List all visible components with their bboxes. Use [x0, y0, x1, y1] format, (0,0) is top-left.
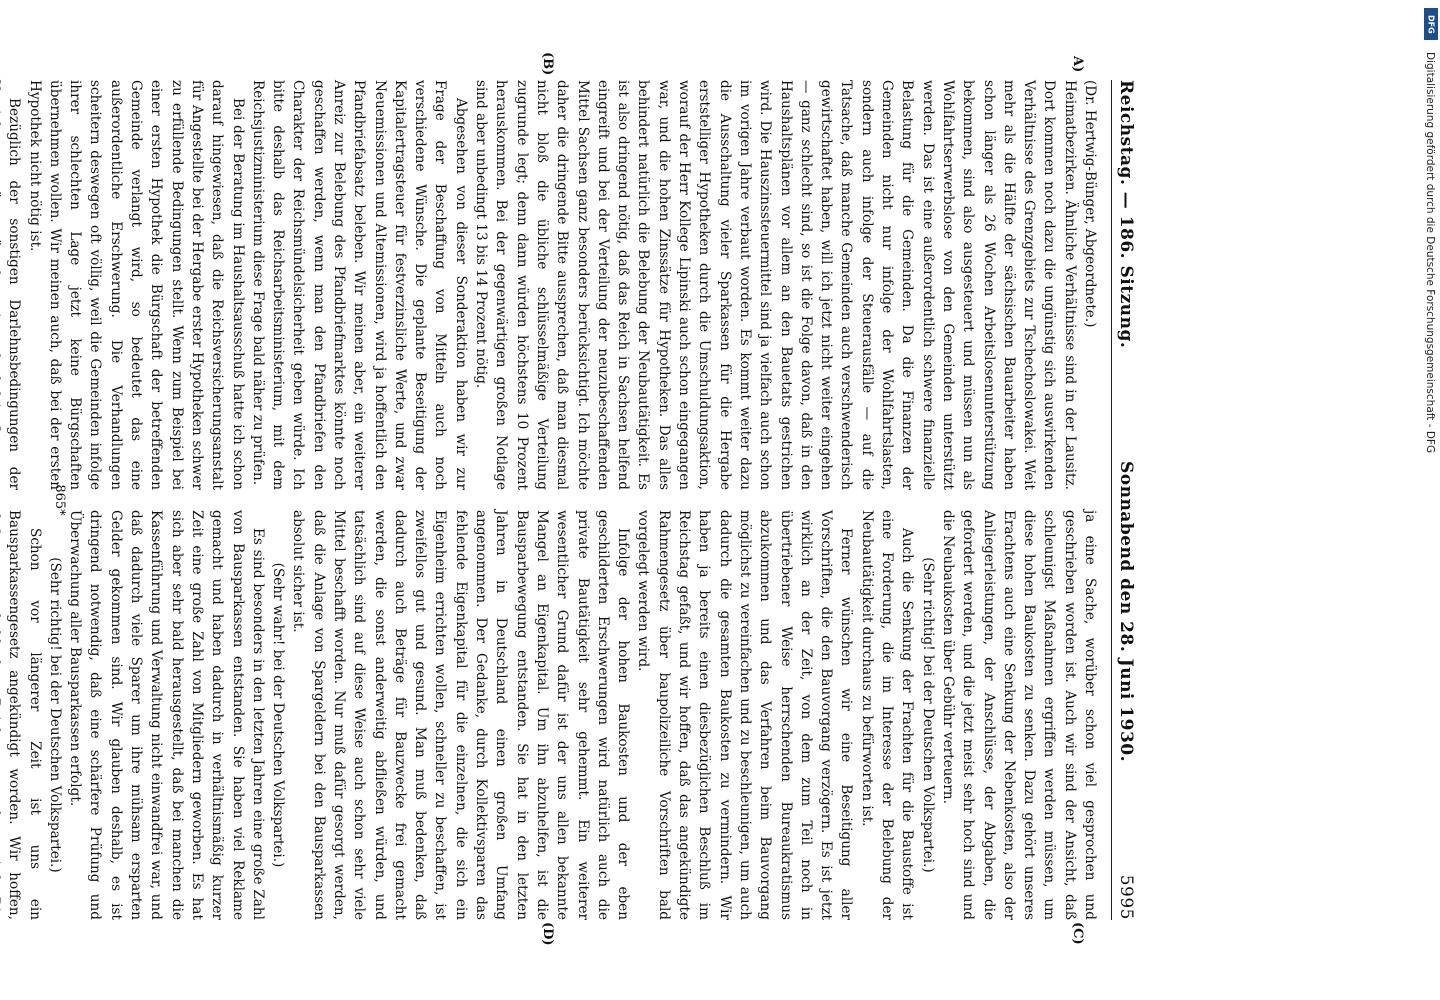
sheet-number: 865* [52, 484, 67, 516]
paragraph: ja eine Sache, worüber schon viel gesprochen und geschrieben worden ist. Auch wir sind der Ansicht, daß schleunigst Maßnahmen ergriffen werden müssen, um diese hohen Baukosten zu senken. Dazu gehört unseres Erachtens auch eine Senkung der Nebenkosten, also der Anliegerleistungen, der Anschlüsse, der Abgaben, die gefordert werden, und die jetzt meist sehr hoch sind und die Neubaukosten über Gebühr verteuern. [939, 510, 1098, 920]
paragraph: Heimatbezirken. Ähnliche Verhältnisse sind in der Lausitz. Dort kommen noch dazu die ungünstig sich auswirkenden Verhältnisse des Grenzgebiets zur Tschechoslowakei. Weit mehr als die Hälfte der sächsischen Bauarbeiter haben schon länger als 26 Wochen Arbeitslosenunterstützung bekommen, sind also ausgesteuert und müssen nun als Wohlfahrtserwerbslose von den Gemeinden unterstützt werden. Das ist eine außerordentlich schwere finanzielle Belastung für die Gemeinden. Da die Finanzen der Gemeinden nicht nur infolge der Wohlfahrtslasten, sondern auch infolge der Steuerausfälle — auf die Tatsache, daß manche Gemeinden auch verschwenderisch gewirtschaftet haben, will ich jetzt nicht weiter eingehen — ganz schlecht sind, so ist die Folge davon, daß in den Haushaltsplänen vor allem an den Bauetats gestrichen wird. Die Hauszinssteuermittel sind ja vielfach auch schon im vorigen Jahre verbaut worden. Es kommt weiter dazu die Ausschaltung vieler Sparkassen für die Hergabe erststelliger Hypotheken durch die Umschuldungsaktion, worauf der Herr Kollege Lipinski auch schon eingegangen war, und die hohen Zinssätze für Hypotheken. Das alles behindert natürlich die Belebung der Neubautätigkeit. Es ist also dringend nötig, daß das Reich in Sachsen helfend eingreift und bei der Verteilung der neuzubeschaffenden Mittel Sachsen ganz besonders berücksichtigt. Ich möchte daher die dringende Bitte aussprechen, daß man diesmal nicht bloß die übliche schlüsselmäßige Verteilung zugrunde legt; denn dann würden höchstens 10 Prozent herauskommen. Bei der gegenwärtigen großen Notlage sind aber unbedingt 13 bis 14 Prozent nötig. [473, 80, 1078, 490]
header-session: Reichstag. — 186. Sitzung. [1116, 80, 1136, 349]
text-column-left [6, 80, 1100, 490]
text-column-right [6, 510, 1100, 920]
interjection: (Sehr richtig! bei der Deutschen Volkspartei.) [919, 557, 936, 873]
margin-marker-b: (B) [540, 52, 555, 76]
margin-marker-c: (C) [1070, 922, 1085, 945]
header-page-number: 5995 [1116, 874, 1136, 920]
paragraph: Bei der Beratung im Haushaltsausschuß hatte ich schon darauf hingewiesen, daß die Reichsversicherungsanstalt für Angestellte bei der Hergabe erster Hypotheken schwer zu erfüllende Bedingungen stellt. Wenn zum Beispiel bei einer ersten Hypothek die Bürgschaft der betreffenden Gemeinde verlangt wird, so bedeutet das eine außerordentliche Erschwerung. Die Verhandlungen scheitern deswegen oft völlig, weil die Gemeinden infolge ihrer schlechten Lage jetzt keine Bürgschaften übernehmen wollen. Wir meinen auch, daß bei der ersten Hypothek nicht nötig ist. [26, 80, 246, 490]
margin-marker-d: (D) [540, 922, 555, 946]
margin-marker-a: A) [1070, 56, 1085, 73]
paragraph: Auch die Senkung der Frachten für die Baustoffe ist eine Forderung, die im Interesse der Belebung der Neubautätigkeit durchaus zu befürworten ist. [858, 510, 916, 920]
paragraph: Ferner wünschen wir eine Beseitigung aller Vorschriften, die den Bauvorgang verzögern. Es ist jetzt wirklich an der Zeit, von dem zum Teil noch in übertriebener Weise herrschenden Bureaukratismus abzukommen und das Verfahren beim Bauvorgang möglichst zu vereinfachen und zu beschleunigen, um auch dadurch die gesamten Baukosten zu vermindern. Wir haben ja bereits einen diesbezüglichen Beschluß im Reichstag gefaßt, und wir hoffen, daß das angekündigte Rahmengesetz über baupolizeiliche Vorschriften bald vorgelegt werden wird. [635, 510, 855, 920]
rotated-page [6, 50, 1195, 950]
paragraph: Abgesehen von dieser Sonderaktion haben wir zur Frage der Beschaffung von Mitteln auch noch verschiedene Wünsche. Die geplante Beseitigung der Kapitalertragsteuer für festverzinsliche Werte, und zwar Neuemissionen und Altemissionen, wird ja hoffentlich den Pfandbriefabsatz beleben. Wir meinen aber, ein weiterer Anreiz zur Belebung des Pfandbriefmarktes könnte noch geschaffen werden, wenn man den Pfandbriefen den Charakter der Reichsmündelsicherheit geben würde. Ich bitte deshalb das Reichsarbeitsministerium, mit dem Reichsjustizministerium diese Frage bald näher zu prüfen. [249, 80, 469, 490]
paragraph: Infolge der hohen Baukosten und der eben geschilderten Erschwerungen wird natürlich auch die private Bautätigkeit sehr gehemmt. Ein weiterer wesentlicher Grund dafür ist der uns allen bekannte Mangel an Eigenkapital. Um ihn abzuhelfen, ist die Bausparbewegung entstanden. Sie hat in den letzten Jahren in Deutschland einen großen Umfang angenommen. Der Gedanke, durch Kollektivsparen das fehlende Eigenkapital für die einzelnen, die sich ein Eigenheim errichten wollen, schneller zu beschaffen, ist zweifellos gut und gesund. Man muß bedenken, daß dadurch auch Beträge für Bauzwecke frei gemacht werden, die sonst anderweitig abfließen würden, und tatsächlich sind auf diese Weise auch schon sehr viele Mittel beschafft worden. Nur muß dafür gesorgt werden, daß die Anlage von Spargeldern bei den Bausparkassen absolut sicher ist. [290, 510, 632, 920]
interjection: (Sehr richtig! bei der Deutschen Volkspartei.) [46, 557, 63, 873]
dfg-logo-icon: DFG [1424, 8, 1438, 40]
header-date: Sonnabend den 28. Juni 1930. [1116, 460, 1136, 763]
paragraph: Schon vor längerer Zeit ist uns ein Bausparkassengesetz angekündigt worden. Wir hoffen, [6, 510, 43, 920]
speaker-label: (Dr. Hertwig-Bünger, Abgeordnete.) [1082, 80, 1098, 328]
digitization-note-text: Digitalisierung gefördert durch die Deutsche Forschungsgemeinschaft - DFG [1424, 52, 1436, 454]
page-header [1111, 80, 1140, 920]
digitization-note [1424, 8, 1440, 708]
interjection: (Sehr wahr! bei der Deutschen Volkspartei.) [270, 562, 287, 868]
paragraph: Es sind besonders in den letzten Jahren eine große Zahl von Bausparkassen entstanden. Sie haben viel Reklame gemacht und haben dadurch in verhältnismäßig kurzer Zeit eine große Zahl von Mitgliedern geworben. Es hat sich aber sehr bald herausgestellt, daß bei manchen die Kassenführung und Verwaltung nicht einwandfrei war, und daß dadurch viele Sparer um ihre mühsam ersparten Gelder gekommen sind. Wir glauben deshalb, es ist dringend notwendig, daß eine schärfere Prüfung und Überwachung aller Bausparkassen erfolgt. [67, 510, 266, 920]
paragraph: Bezüglich der sonstigen Darlehnsbedingungen der [6, 98, 23, 490]
